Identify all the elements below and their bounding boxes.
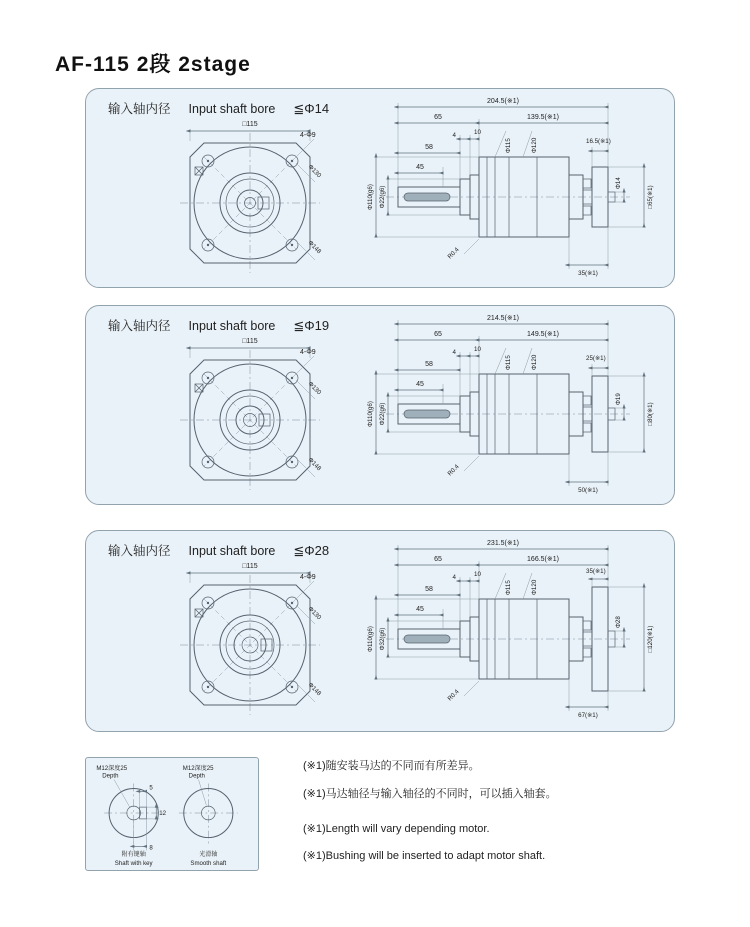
dim-10: 10 [474,129,481,136]
dim-flange-sq: □80(※1) [647,402,654,426]
dim-spigot: Φ110(g6) [367,401,374,427]
dim-square: □115 [242,563,258,570]
dim-bolt-circle: Φ130 [306,605,323,622]
side-view-drawing [354,535,666,727]
dim-spigot: Φ110(g6) [367,626,374,652]
dim-len-right: 139.5(※1) [527,114,559,121]
dim-hub: Φ22(g6) [379,185,386,209]
shaft-end-panel [85,757,259,871]
note-en-1: (※1)Length will vary depending motor. [303,823,490,835]
dim-right-top: 16.5(※1) [586,138,611,145]
dim-dia115: Φ115 [505,138,512,153]
note-cn-1: (※1)随安装马达的不同而有所差异。 [303,760,480,772]
dim-shaft-dia: Φ19 [615,393,622,405]
dim-holes: 4-Φ9 [300,349,316,356]
panel-bore-19 [85,305,675,505]
dim-45: 45 [416,164,424,171]
left-caption-cn: 附有键轴 [121,851,146,859]
page-title: AF-115 2段 2stage [55,53,251,76]
front-view-drawing [162,111,342,289]
dim-square: □115 [242,338,258,345]
dim-hub: Φ32(g6) [379,627,386,651]
dim-flange-sq: □120(※1) [647,625,654,653]
dim-10: 10 [474,346,481,353]
dim-bottom: 35(※1) [578,270,598,277]
dim-len-left: 65 [434,556,442,563]
left-tap-label: M12深度25 [96,764,128,772]
right-depth-label: Depth [188,772,205,780]
dim-overall: 231.5(※1) [487,540,519,547]
dim-bottom: 50(※1) [578,487,598,494]
dim-flange-sq: □65(※1) [647,185,654,209]
dim-shaft-dia: Φ28 [615,616,622,628]
header-en: Input shaft bore [188,319,276,333]
dim-shaft-dia: Φ14 [615,177,622,189]
left-depth-label: Depth [102,772,119,780]
dim-dia120: Φ120 [531,579,538,595]
side-view-drawing [354,93,666,285]
dim-key-width: 5 [149,784,153,792]
header-en: Input shaft bore [188,102,276,116]
dim-right-top: 25(※1) [586,355,606,362]
dim-len-left: 65 [434,331,442,338]
panel-bore-28 [85,530,675,732]
bore-limit: ≦Φ28 [293,543,330,558]
dim-right-top: 35(※1) [586,568,606,575]
dim-overall: 204.5(※1) [487,98,519,105]
dim-bolt-circle: Φ130 [306,380,323,397]
right-caption-cn: 光滑轴 [199,851,218,859]
dim-dia115: Φ115 [505,355,512,370]
dim-58: 58 [425,586,433,593]
bore-limit: ≦Φ14 [293,101,330,116]
dim-4: 4 [452,349,456,356]
dim-len-right: 149.5(※1) [527,331,559,338]
dim-fillet: R0.4 [446,688,461,703]
dim-hub: Φ22(g6) [379,402,386,426]
dim-spigot: Φ110(g6) [367,184,374,210]
dim-45: 45 [416,381,424,388]
dim-4: 4 [452,574,456,581]
front-view-drawing [162,328,342,506]
dim-corner-dia: Φ148 [306,239,323,256]
right-caption-en: Smooth shaft [190,860,227,868]
bore-limit: ≦Φ19 [293,318,330,333]
note-en-2: (※1)Bushing will be inserted to adapt motor shaft. [303,850,546,862]
dim-corner-dia: Φ148 [306,456,323,473]
dim-fillet: R0.4 [446,246,461,261]
dim-len-right: 166.5(※1) [527,556,559,563]
dim-corner-dia: Φ148 [306,681,323,698]
shaft-end-drawing [86,758,256,868]
front-view-drawing [162,553,342,731]
dim-square: □115 [242,121,258,128]
dim-holes: 4-Φ9 [300,132,316,139]
left-caption-en: Shaft with key [114,860,153,868]
header-en: Input shaft bore [188,544,276,558]
dim-58: 58 [425,361,433,368]
dim-58: 58 [425,144,433,151]
right-tap-label: M12深度25 [182,764,214,772]
dim-holes: 4-Φ9 [300,574,316,581]
dim-bottom: 8 [149,844,153,852]
note-cn-2: (※1)马达轴径与输入轴径的不同时，可以插入轴套。 [303,788,557,800]
dim-10: 10 [474,571,481,578]
dim-dia120: Φ120 [531,354,538,370]
dim-4: 4 [452,132,456,139]
dim-dia115: Φ115 [505,580,512,595]
panel-bore-14 [85,88,675,288]
header-cn: 输入轴内径 [108,319,171,333]
header-cn: 输入轴内径 [108,544,171,558]
dim-dia120: Φ120 [531,137,538,153]
side-view-drawing [354,310,666,502]
dim-45: 45 [416,606,424,613]
dim-key-height: 12 [159,809,166,817]
dim-bolt-circle: Φ130 [306,163,323,180]
header-cn: 输入轴内径 [108,102,171,116]
dim-bottom: 67(※1) [578,712,598,719]
dim-len-left: 65 [434,114,442,121]
dim-fillet: R0.4 [446,463,461,478]
dim-overall: 214.5(※1) [487,315,519,322]
